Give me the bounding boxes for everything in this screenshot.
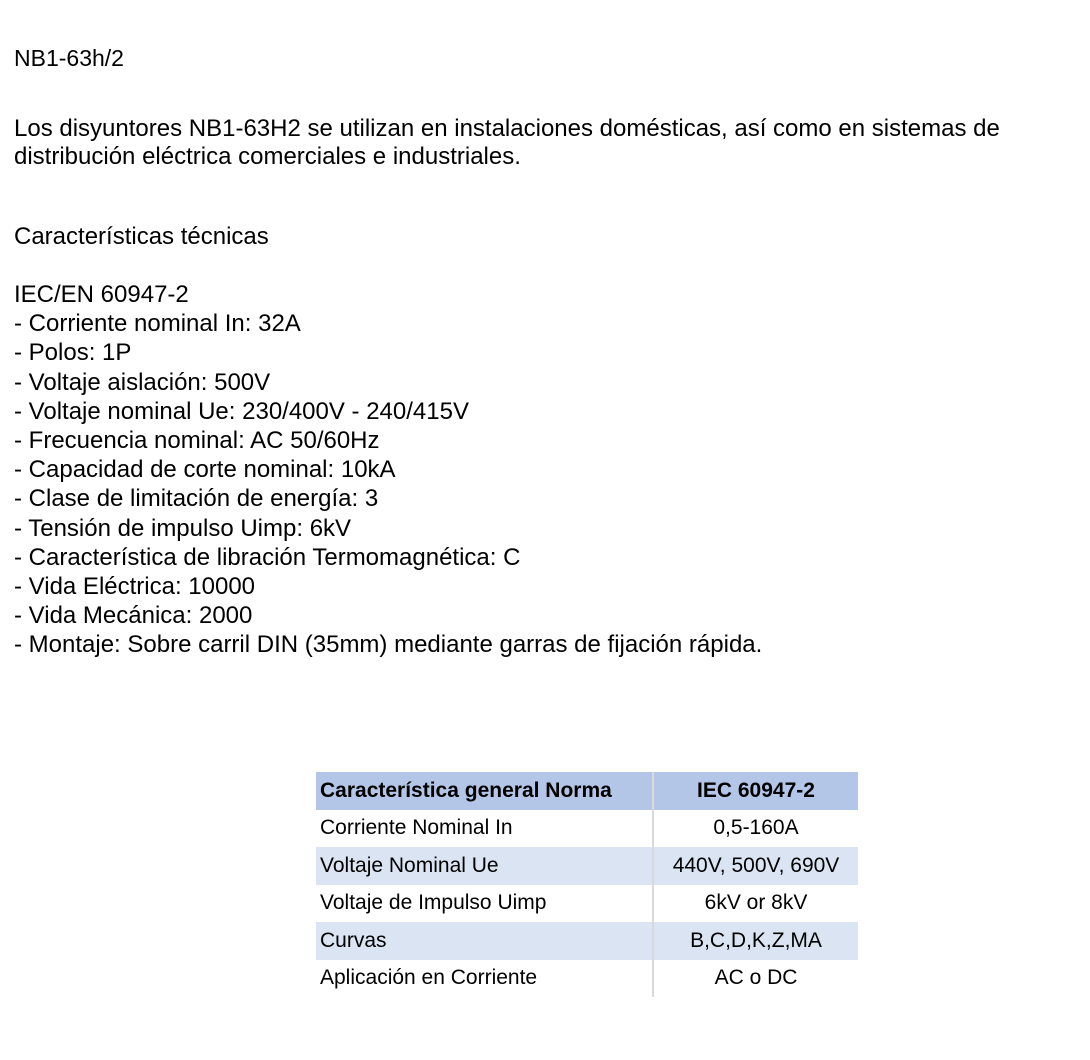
spec-list	[14, 309, 762, 659]
spec-block	[14, 280, 762, 659]
table-header-row	[316, 772, 858, 810]
table-header-value: IEC 60947-2	[653, 772, 858, 810]
table-cell-value: 440V, 500V, 690V	[653, 847, 858, 885]
model-title: NB1-63h/2	[14, 45, 124, 71]
table-cell-label: Aplicación en Corriente	[320, 966, 538, 990]
spec-item: - Vida Eléctrica: 10000	[14, 572, 256, 600]
table-row	[316, 885, 858, 923]
table-cell-value: AC o DC	[653, 960, 858, 998]
spec-item: - Tensión de impulso Uimp: 6kV	[14, 514, 352, 542]
spec-item: - Montaje: Sobre carril DIN (35mm) mediante garras de fijación rápida.	[14, 631, 763, 659]
spec-item: - Voltaje aislación: 500V	[14, 368, 271, 396]
table-header-label: Característica general Norma	[316, 772, 653, 810]
technical-characteristics-heading: Características técnicas	[14, 223, 269, 250]
table-cell-label: Voltaje de Impulso Uimp	[320, 891, 547, 915]
table-cell-label: Corriente Nominal In	[320, 816, 513, 840]
table-row	[316, 922, 858, 960]
spec-item: - Clase de limitación de energía: 3	[14, 485, 379, 513]
spec-item: - Característica de libración Termomagnética: C	[14, 543, 521, 571]
table-row	[316, 847, 858, 885]
table-cell-label: Curvas	[316, 922, 653, 960]
spec-item: - Capacidad de corte nominal: 10kA	[14, 456, 396, 484]
table-cell-label: Voltaje Nominal Ue	[316, 847, 653, 885]
general-characteristics-table	[316, 772, 858, 997]
table-row	[316, 960, 858, 998]
spec-item: - Corriente nominal In: 32A	[14, 310, 301, 338]
norm-line: IEC/EN 60947-2	[14, 281, 189, 308]
spec-item: - Polos: 1P	[14, 339, 132, 367]
product-description: Los disyuntores NB1-63H2 se utilizan en instalaciones domésticas, así como en sistemas de distribución eléctrica comerciales e industriales.	[14, 115, 1000, 170]
spec-item: - Frecuencia nominal: AC 50/60Hz	[14, 426, 380, 454]
table-cell-value: 0,5-160A	[653, 810, 858, 848]
table-cell-value: 6kV or 8kV	[653, 885, 858, 923]
table-row	[316, 810, 858, 848]
spec-item: - Vida Mecánica: 2000	[14, 602, 253, 630]
table-cell-value: B,C,D,K,Z,MA	[653, 922, 858, 960]
spec-item: - Voltaje nominal Ue: 230/400V - 240/415V	[14, 397, 469, 425]
